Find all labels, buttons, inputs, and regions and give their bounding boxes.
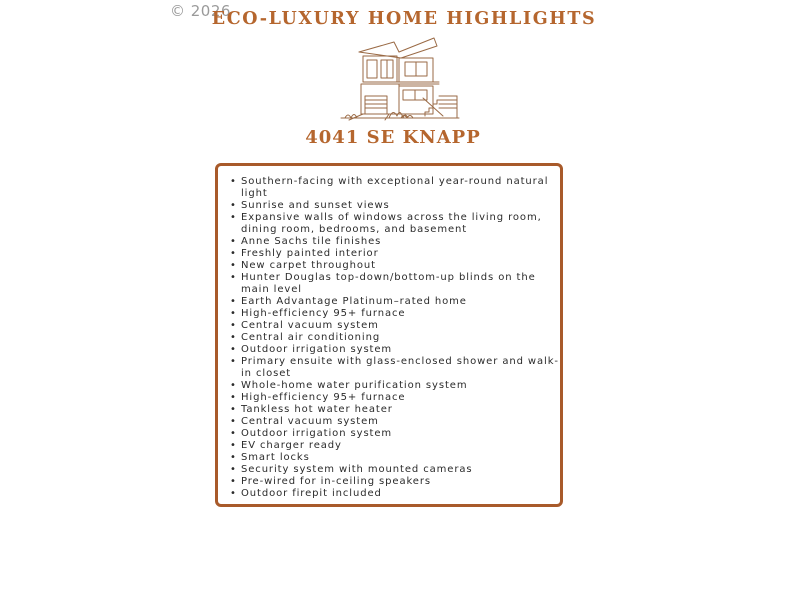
bullet-icon: • <box>230 272 237 283</box>
feature-item <box>229 332 559 344</box>
feature-item <box>229 404 559 416</box>
bullet-icon: • <box>230 452 237 463</box>
bullet-icon: • <box>230 416 237 427</box>
bullet-icon: • <box>230 380 237 391</box>
bullet-icon: • <box>230 332 237 343</box>
feature-item <box>229 440 559 452</box>
feature-item <box>229 260 559 272</box>
bullet-icon: • <box>230 404 237 415</box>
feature-item <box>229 272 559 296</box>
bullet-icon: • <box>230 296 237 307</box>
bullet-icon: • <box>230 236 237 247</box>
feature-text: Central air conditioning <box>241 332 381 343</box>
feature-text: High-efficiency 95+ furnace <box>241 392 406 403</box>
copyright-notice: © 2026 <box>170 2 231 20</box>
features-list <box>229 176 559 500</box>
feature-text: Outdoor irrigation system <box>241 428 393 439</box>
feature-item <box>229 176 559 200</box>
feature-item <box>229 200 559 212</box>
feature-item <box>229 464 559 476</box>
feature-text: Central vacuum system <box>241 416 379 427</box>
feature-text: EV charger ready <box>241 440 342 451</box>
bullet-icon: • <box>230 212 237 223</box>
feature-text: Tankless hot water heater <box>241 404 393 415</box>
feature-item <box>229 344 559 356</box>
bullet-icon: • <box>230 476 237 487</box>
page-title: ECO-LUXURY HOME HIGHLIGHTS <box>211 9 597 29</box>
feature-text: High-efficiency 95+ furnace <box>241 308 406 319</box>
feature-text: Smart locks <box>241 452 310 463</box>
feature-text: Primary ensuite with glass-enclosed shower and walk-in closet <box>241 356 559 379</box>
bullet-icon: • <box>230 176 237 187</box>
property-address: 4041 SE KNAPP <box>305 127 481 148</box>
bullet-icon: • <box>230 464 237 475</box>
feature-text: Whole-home water purification system <box>241 380 468 391</box>
house-illustration-icon <box>339 36 461 122</box>
bullet-icon: • <box>230 320 237 331</box>
bullet-icon: • <box>230 200 237 211</box>
bullet-icon: • <box>230 248 237 259</box>
bullet-icon: • <box>230 356 237 367</box>
feature-text: Outdoor irrigation system <box>241 344 393 355</box>
feature-item <box>229 308 559 320</box>
feature-text: Central vacuum system <box>241 320 379 331</box>
feature-item <box>229 356 559 380</box>
feature-item <box>229 248 559 260</box>
feature-text: Earth Advantage Platinum–rated home <box>241 296 467 307</box>
bullet-icon: • <box>230 308 237 319</box>
feature-text: Anne Sachs tile finishes <box>241 236 382 247</box>
feature-text: Pre-wired for in-ceiling speakers <box>241 476 431 487</box>
feature-text: Freshly painted interior <box>241 248 379 259</box>
bullet-icon: • <box>230 488 237 499</box>
feature-item <box>229 212 559 236</box>
feature-item <box>229 452 559 464</box>
feature-item <box>229 476 559 488</box>
feature-item <box>229 236 559 248</box>
feature-item <box>229 392 559 404</box>
feature-text: Outdoor firepit included <box>241 488 382 499</box>
bullet-icon: • <box>230 260 237 271</box>
feature-item <box>229 380 559 392</box>
feature-text: Sunrise and sunset views <box>241 200 390 211</box>
feature-text: Security system with mounted cameras <box>241 464 473 475</box>
feature-item <box>229 428 559 440</box>
feature-text: Hunter Douglas top-down/bottom-up blinds on the main level <box>241 272 536 295</box>
feature-text: Southern-facing with exceptional year-round natural light <box>241 176 549 199</box>
bullet-icon: • <box>230 428 237 439</box>
feature-text: Expansive walls of windows across the living room, dining room, bedrooms, and basement <box>241 212 542 235</box>
feature-item <box>229 416 559 428</box>
bullet-icon: • <box>230 392 237 403</box>
bullet-icon: • <box>230 440 237 451</box>
feature-item <box>229 296 559 308</box>
feature-item <box>229 320 559 332</box>
bullet-icon: • <box>230 344 237 355</box>
feature-text: New carpet throughout <box>241 260 376 271</box>
feature-item <box>229 488 559 500</box>
